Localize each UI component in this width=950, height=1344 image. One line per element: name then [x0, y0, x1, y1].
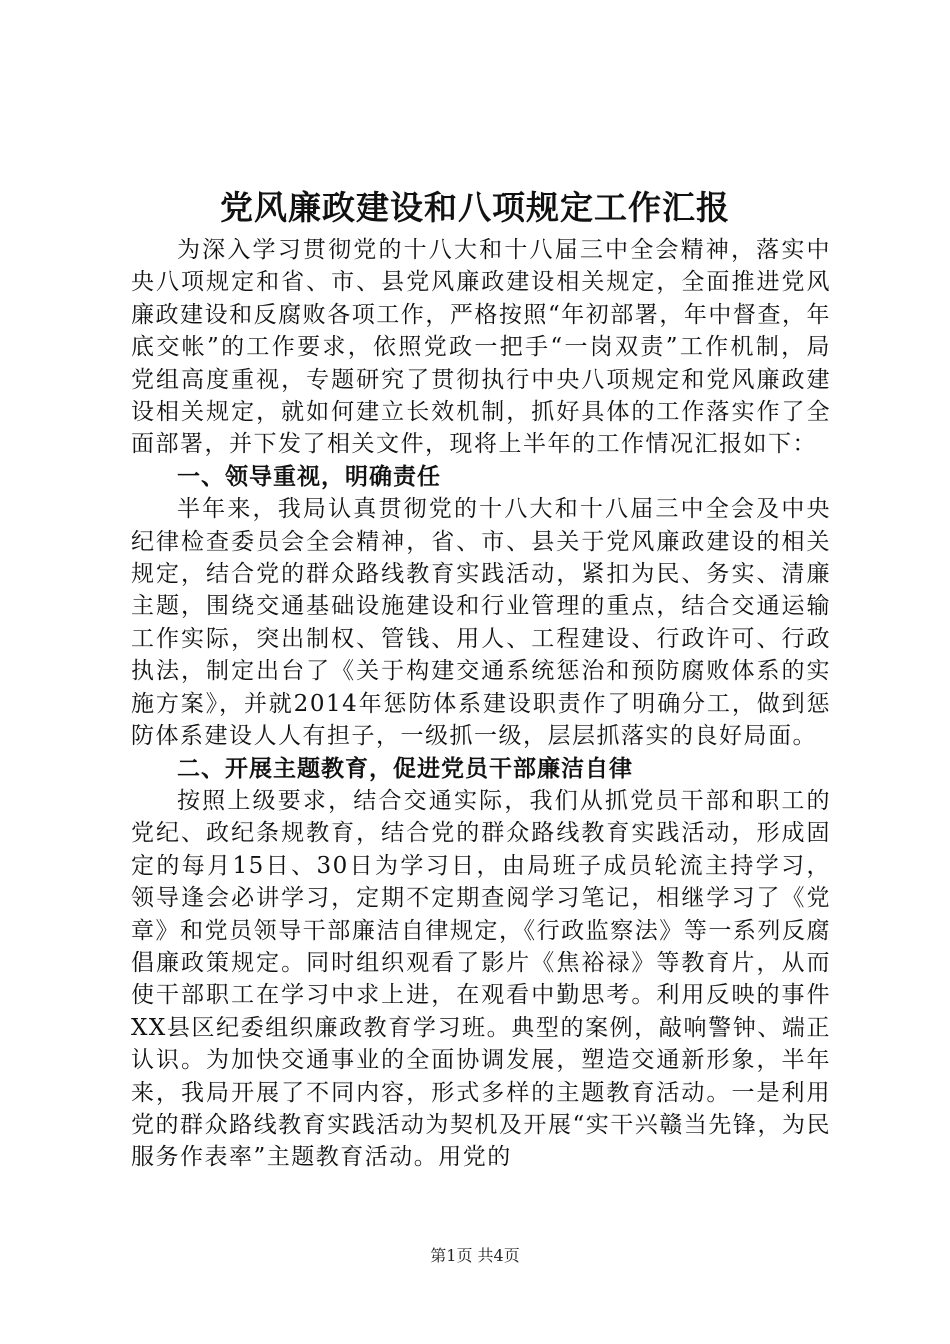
page-number-footer: 第1页 共4页 [430, 1246, 520, 1265]
document-body [131, 234, 831, 1174]
section-heading-2: 二、开展主题教育，促进党员干部廉洁自律 [177, 754, 633, 782]
section-1-paragraph: 半年来，我局认真贯彻党的十八大和十八届三中全会及中央纪律检查委员会全会精神，省、市、县关于党风廉政建设的相关规定，结合党的群众路线教育实践活动，紧扣为民、务实、清廉主题，围绕交通基础设施建设和行业管理的重点，结合交通运输工作实际，突出制权、管钱、用人、工程建设、行政许可、行政执法，制定出台了《关于构建交通系统惩治和预防腐败体系的实施方案》，并就2014年惩防体系建设职责作了明确分工，做到惩防体系建设人人有担子，一级抓一级，层层抓落实的良好局面。 [131, 496, 831, 750]
section-heading-1: 一、领导重视，明确责任 [177, 462, 441, 490]
document-title: 党风廉政建设和八项规定工作汇报 [220, 188, 730, 227]
section-2-paragraph: 按照上级要求，结合交通实际，我们从抓党员干部和职工的党纪、政纪条规教育，结合党的群众路线教育实践活动，形成固定的每月15日、30日为学习日，由局班子成员轮流主持学习，领导逢会必讲学习，定期不定期查阅学习笔记，相继学习了《党章》和党员领导干部廉洁自律规定，《行政监察法》等一系列反腐倡廉政策规定。同时组织观看了影片《焦裕禄》等教育片，从而使干部职工在学习中求上进，在观看中勤思考。利用反映的事件XX县区纪委组织廉政教育学习班。典型的案例，敲响警钟、端正认识。为加快交通事业的全面协调发展，塑造交通新形象，半年来，我局开展了不同内容，形式多样的主题教育活动。一是利用党的群众路线教育实践活动为契机及开展“实干兴赣当先锋，为民服务作表率”主题教育活动。用党的 [131, 787, 831, 1171]
intro-paragraph: 为深入学习贯彻党的十八大和十八届三中全会精神，落实中央八项规定和省、市、县党风廉政建设相关规定，全面推进党风廉政建设和反腐败各项工作，严格按照“年初部署，年中督查，年底交帐”的工作要求，依照党政一把手“一岗双责”工作机制，局党组高度重视，专题研究了贯彻执行中央八项规定和党风廉政建设相关规定，就如何建立长效机制，抓好具体的工作落实作了全面部署，并下发了相关文件，现将上半年的工作情况汇报如下： [131, 237, 831, 458]
